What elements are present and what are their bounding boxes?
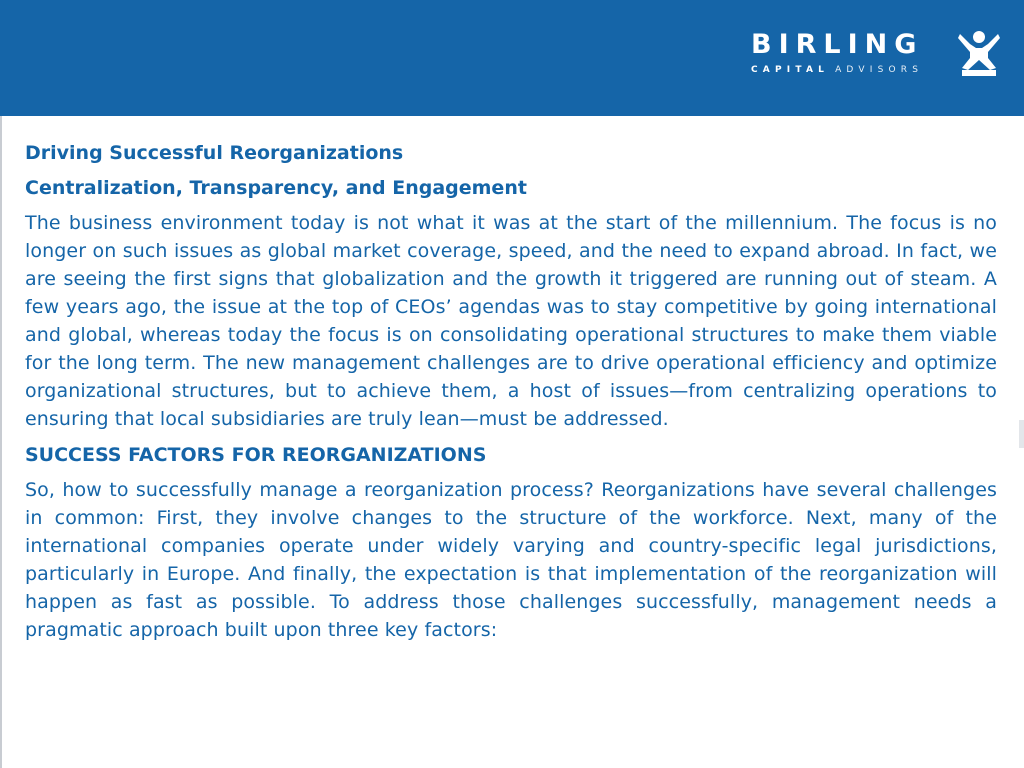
right-edge-mark: [1019, 420, 1024, 448]
brand-sub-capital: CAPITAL: [751, 65, 830, 75]
section-heading: SUCCESS FACTORS FOR REORGANIZATIONS: [25, 444, 487, 466]
intro-paragraph: The business environment today is not what it was at the start of the millennium. The focus is no longer on such issues as global market coverage, speed, and the need to expand abroad. In fact, we are seeing the first signs that globalization and the growth it triggered are running out of steam. A few years ago, the issue at the top of CEOs’ agendas was to stay competitive by going international and global, whereas today the focus is on consolidating operational structures to make them viable for the long term. The new management challenges are to drive operational efficiency and optimize organizational structures, but to achieve them, a host of issues—from centralizing operations to ensuring that local subsidiaries are truly lean—must be addressed.: [25, 212, 997, 430]
document-title: Driving Successful Reorganizations: [25, 142, 404, 164]
left-border: [0, 116, 2, 768]
document-subtitle: Centralization, Transparency, and Engagement: [25, 177, 527, 199]
brand-logo: [751, 30, 923, 76]
brand-sub-advisors: ADVISORS: [835, 65, 924, 75]
success-factors-paragraph: So, how to successfully manage a reorganization process? Reorganizations have several challenges in common: First, they involve changes to the structure of the workforce. Next, many of the international companies operate under widely varying and country-specific legal jurisdictions, particularly in Europe. And finally, the expectation is that implementation of the reorganization will happen as fast as possible. To address those challenges successfully, management needs a pragmatic approach built upon three key factors:: [25, 479, 997, 641]
page-header: [0, 0, 1024, 116]
brand-name: BIRLING: [751, 29, 924, 60]
document-body: [25, 138, 997, 644]
person-figure-icon: [956, 28, 1002, 76]
brand-subtitle: [751, 64, 923, 76]
